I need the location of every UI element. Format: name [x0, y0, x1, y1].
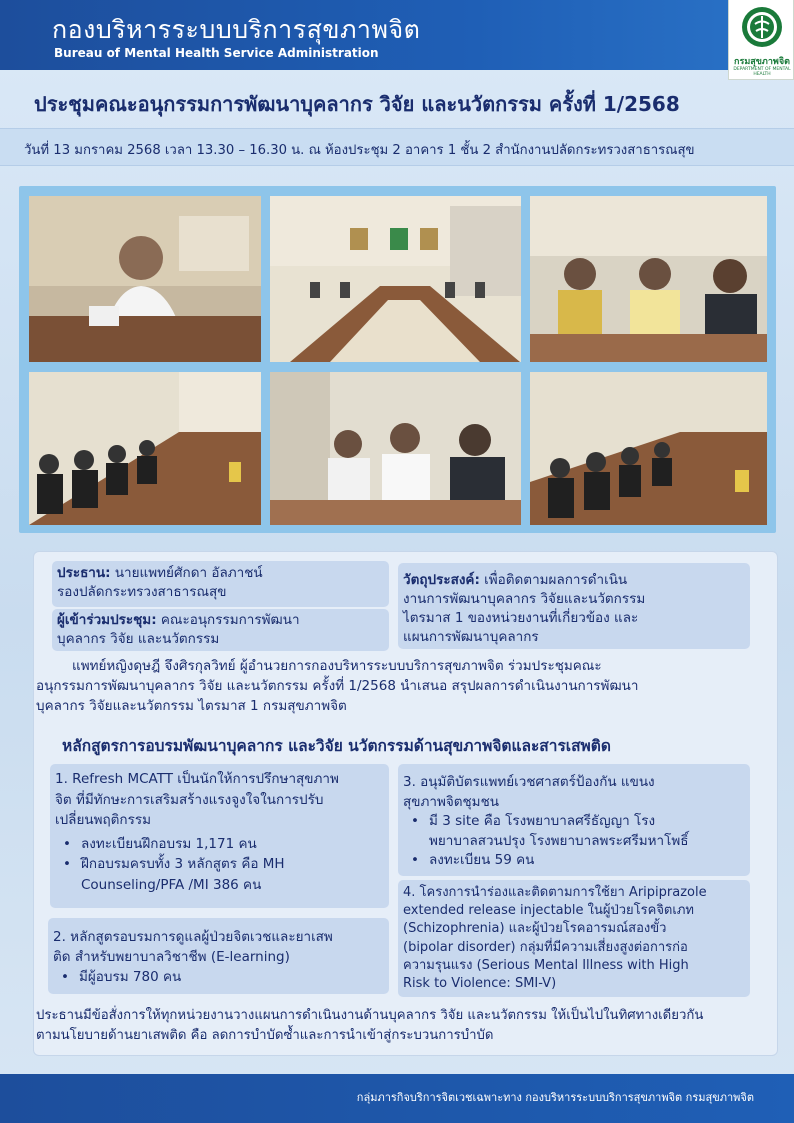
- item1-bullet2-line2: Counseling/PFA /MI 386 คน: [81, 876, 262, 893]
- meeting-photo-left-row: [29, 372, 261, 525]
- header-banner: [0, 0, 794, 70]
- chair-label: ประธาน:: [57, 565, 111, 581]
- item1-bullets: [55, 834, 390, 896]
- item1-line2: จิต ที่มีทักษะการเสริมสร้างแรงจูงใจในการปรับ: [55, 791, 324, 808]
- org-name-thai: กองบริหารระบบบริการสุขภาพจิต: [52, 15, 421, 44]
- item3-bullet1-line1: มี 3 site คือ โรงพยาบาลศรีธัญญา โรง: [429, 813, 656, 829]
- list-item: [53, 967, 388, 987]
- item1-bullet1: ลงทะเบียนฝึกอบรม 1,171 คน: [81, 835, 257, 852]
- item2-line1: 2. หลักสูตรอบรมการดูแลผู้ป่วยจิตเวชและยาเสพ: [53, 929, 333, 945]
- attendees-info: [57, 611, 300, 649]
- item3-bullet1-line2: พยาบาลสวนปรุง โรงพยาบาลพระศรีมหาโพธิ์: [429, 832, 689, 849]
- attendees-line1: คณะอนุกรรมการพัฒนา: [160, 612, 300, 628]
- item3-content: [403, 773, 748, 871]
- meeting-datetime-bar: [0, 128, 794, 166]
- chair-position: รองปลัดกระทรวงสาธารณสุข: [57, 584, 227, 600]
- summary-line3: บุคลากร วิจัยและนวัตกรรม ไตรมาส 1 กรมสุขภาพจิต: [36, 698, 347, 714]
- chair-info: [57, 564, 263, 602]
- section-title: หลักสูตรการอบรมพัฒนาบุคลากร และวิจัย นวัตกรรมด้านสุขภาพจิตและสารเสพติด: [62, 737, 611, 755]
- summary-paragraph: [36, 656, 776, 716]
- item1-content: [55, 769, 390, 895]
- closing-line1: ประธานมีข้อสั่งการให้ทุกหน่วยงานวางแผนการดำเนินงานด้านบุคลากร วิจัย และนวัตกรรม ให้เป็นไปในทิศทางเดียวกัน: [36, 1008, 704, 1023]
- summary-line2: อนุกรรมการพัฒนาบุคลากร วิจัย และนวัตกรรม ครั้งที่ 1/2568 นำเสนอ สรุปผลการดำเนินงานการพัฒนา: [36, 678, 639, 694]
- attendees-line2: บุคลากร วิจัย และนวัตกรรม: [57, 631, 220, 647]
- objective-line2: งานการพัฒนาบุคลากร วิจัยและนวัตกรรม: [403, 591, 646, 607]
- item4-line4: (bipolar disorder) กลุ่มที่มีความเสี่ยงสูงต่อการก่อ: [403, 939, 688, 955]
- closing-directive: [36, 1006, 776, 1046]
- footer-text: กลุ่มภารกิจบริการจิตเวชเฉพาะทาง กองบริหารระบบบริการสุขภาพจิต กรมสุขภาพจิต: [356, 1091, 754, 1104]
- item2-line2: ติด สำหรับพยาบาลวิชาชีพ (E-learning): [53, 949, 290, 965]
- meeting-photo-chairman: [29, 196, 261, 362]
- item3-bullet2: ลงทะเบียน 59 คน: [429, 852, 535, 868]
- photo-collage: [19, 186, 776, 533]
- item4-line1: 4. โครงการนำร่องและติดตามการใช้ยา Aripiprazole: [403, 885, 707, 900]
- closing-line2: ตามนโยบายด้านยาเสพติด คือ ลดการบำบัดซ้ำและการนำเข้าสู่กระบวนการบำบัด: [36, 1028, 494, 1043]
- item4-line6: Risk to Violence: SMI-V): [403, 976, 557, 992]
- logo-text-thai: กรมสุขภาพจิต: [734, 57, 790, 67]
- objective-info: [403, 571, 645, 647]
- meeting-photo-room-overview: [270, 196, 521, 362]
- item4-line2: extended release injectable ในผู้ป่วยโรคจิตเภท: [403, 903, 694, 919]
- meeting-photo-attendees: [530, 196, 767, 362]
- meeting-datetime-place: วันที่ 13 มกราคม 2568 เวลา 13.30 – 16.30 น. ณ ห้องประชุม 2 อาคาร 1 ชั้น 2 สำนักงานปลัดกระทรวงสาธารณสุข: [24, 143, 695, 158]
- seal-icon: [741, 5, 783, 51]
- objective-line3: ไตรมาส 1 ของหน่วยงานที่เกี่ยวข้อง และ: [403, 610, 639, 626]
- footer-banner: [0, 1074, 794, 1123]
- objective-label: วัตถุประสงค์:: [403, 572, 480, 588]
- item3-line2: สุขภาพจิตชุมชน: [403, 793, 499, 810]
- meeting-title: ประชุมคณะอนุกรรมการพัฒนาบุคลากร วิจัย และนวัตกรรม ครั้งที่ 1/2568: [34, 92, 680, 116]
- item4-line3: (Schizophrenia) และผู้ป่วยโรคอารมณ์สองขั้ว: [403, 921, 667, 937]
- item3-bullets: [403, 812, 748, 871]
- item2-bullet1: มีผู้อบรม 780 คน: [79, 969, 182, 985]
- item1-bullet2-line1: ฝึกอบรมครบทั้ง 3 หลักสูตร คือ MH: [81, 856, 285, 872]
- item3-line1: 3. อนุมัติบัตรแพทย์เวชศาสตร์ป้องกัน แขนง: [403, 774, 655, 790]
- chair-name: นายแพทย์ศักดา อัลภาชน์: [114, 565, 263, 581]
- meeting-photo-right-row: [530, 372, 767, 525]
- item4-content: [403, 884, 748, 993]
- org-name-english: Bureau of Mental Health Service Administration: [54, 46, 379, 60]
- logo-text-english: DEPARTMENT OF MENTAL HEALTH: [733, 67, 791, 77]
- item2-bullets: [53, 967, 388, 987]
- objective-line1: เพื่อติดตามผลการดำเนิน: [484, 572, 628, 588]
- item1-line3: เปลี่ยนพฤติกรรม: [55, 812, 152, 828]
- list-item: [55, 834, 390, 855]
- item2-content: [53, 927, 388, 987]
- objective-line4: แผนการพัฒนาบุคลากร: [403, 629, 539, 645]
- item1-line1: 1. Refresh MCATT เป็นนักให้การปรึกษาสุขภาพ: [55, 771, 339, 787]
- item4-line5: ความรุนแรง (Serious Mental Illness with High: [403, 957, 689, 973]
- attendees-label: ผู้เข้าร่วมประชุม:: [57, 612, 157, 628]
- list-item: [403, 851, 748, 871]
- summary-line1: แพทย์หญิงดุษฎี จึงศิรกุลวิทย์ ผู้อำนวยการกองบริหารระบบบริการสุขภาพจิต ร่วมประชุมคณะ: [72, 658, 602, 674]
- list-item: [403, 812, 748, 851]
- meeting-photo-officials: [270, 372, 521, 525]
- list-item: [55, 854, 390, 895]
- department-logo: [728, 0, 794, 80]
